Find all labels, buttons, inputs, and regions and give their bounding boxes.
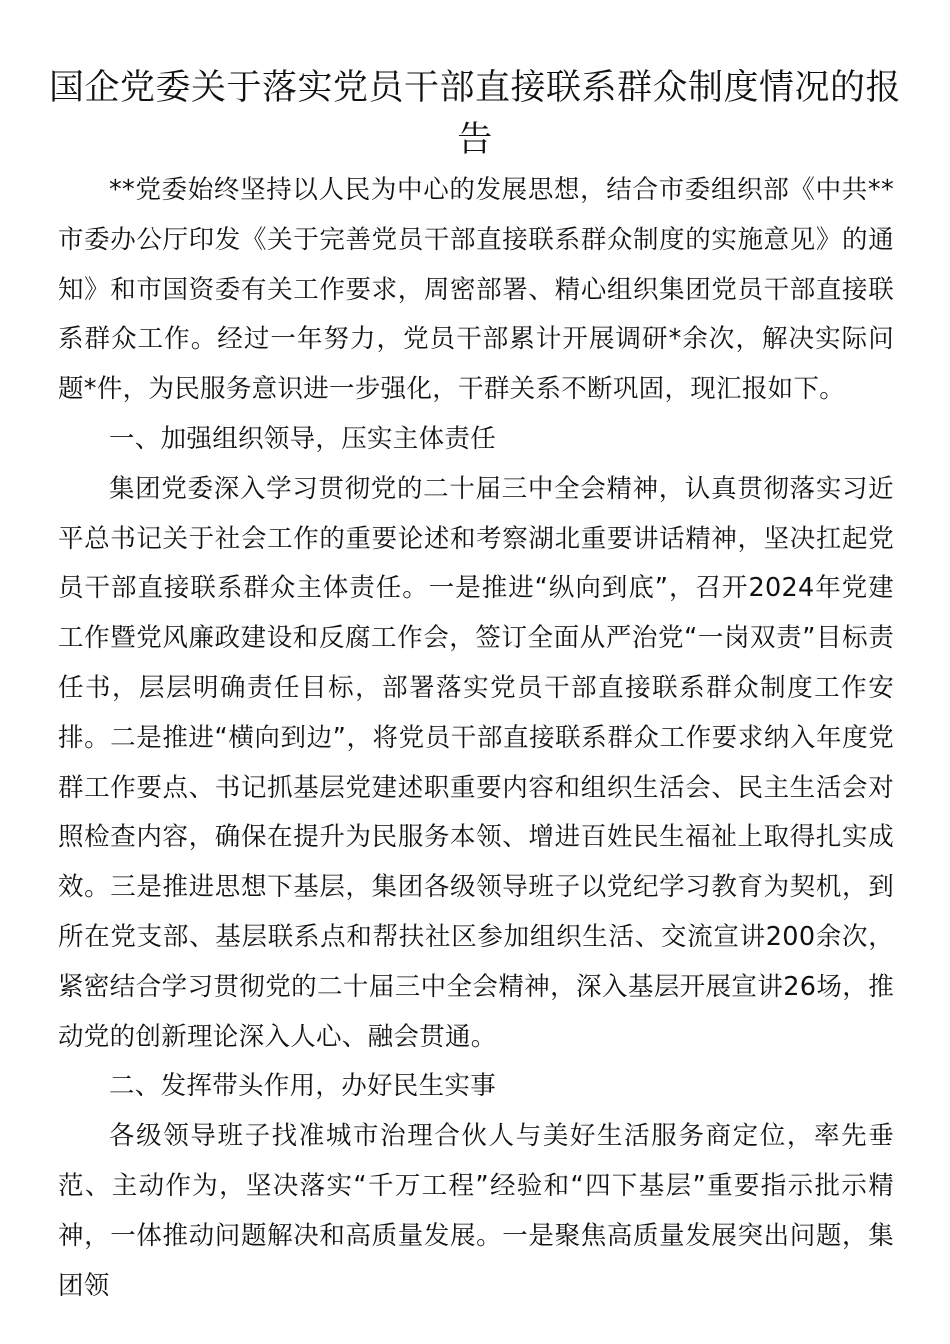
document-title: 国企党委关于落实党员干部直接联系群众制度情况的报告 <box>48 68 901 160</box>
document-body <box>58 166 894 1311</box>
section-heading-2: 二、发挥带头作用，办好民生实事 <box>109 1071 497 1102</box>
section-1-paragraph: 集团党委深入学习贯彻党的二十届三中全会精神，认真贯彻落实习近平总书记关于社会工作的重要论述和考察湖北重要讲话精神，坚决扛起党员干部直接联系群众主体责任。一是推进“纵向到底”，召开2024年党建工作暨党风廉政建设和反腐工作会，签订全面从严治党“一岗双责”目标责任书，层层明确责任目标，部署落实党员干部直接联系群众制度工作安排。二是推进“横向到边”，将党员干部直接联系群众工作要求纳入年度党群工作要点、书记抓基层党建述职重要内容和组织生活会、民主生活会对照检查内容，确保在提升为民服务本领、增进百姓民生福祉上取得扎实成效。三是推进思想下基层，集团各级领导班子以党纪学习教育为契机，到所在党支部、基层联系点和帮扶社区参加组织生活、交流宣讲200余次，紧密结合学习贯彻党的二十届三中全会精神，深入基层开展宣讲26场，推动党的创新理论深入人心、融会贯通。 <box>58 473 894 1052</box>
section-2-paragraph: 各级领导班子找准城市治理合伙人与美好生活服务商定位，率先垂范、主动作为，坚决落实“千万工程”经验和“四下基层”重要指示批示精神，一体推动问题解决和高质量发展。一是聚焦高质量发展突出问题，集团领 <box>58 1121 894 1301</box>
intro-paragraph: **党委始终坚持以人民为中心的发展思想，结合市委组织部《中共**市委办公厅印发《关于完善党员干部直接联系群众制度的实施意见》的通知》和市国资委有关工作要求，周密部署、精心组织集团党员干部直接联系群众工作。经过一年努力，党员干部累计开展调研*余次，解决实际问题*件，为民服务意识进一步强化，干群关系不断巩固，现汇报如下。 <box>58 175 894 405</box>
section-heading-1: 一、加强组织领导，压实主体责任 <box>109 423 497 454</box>
